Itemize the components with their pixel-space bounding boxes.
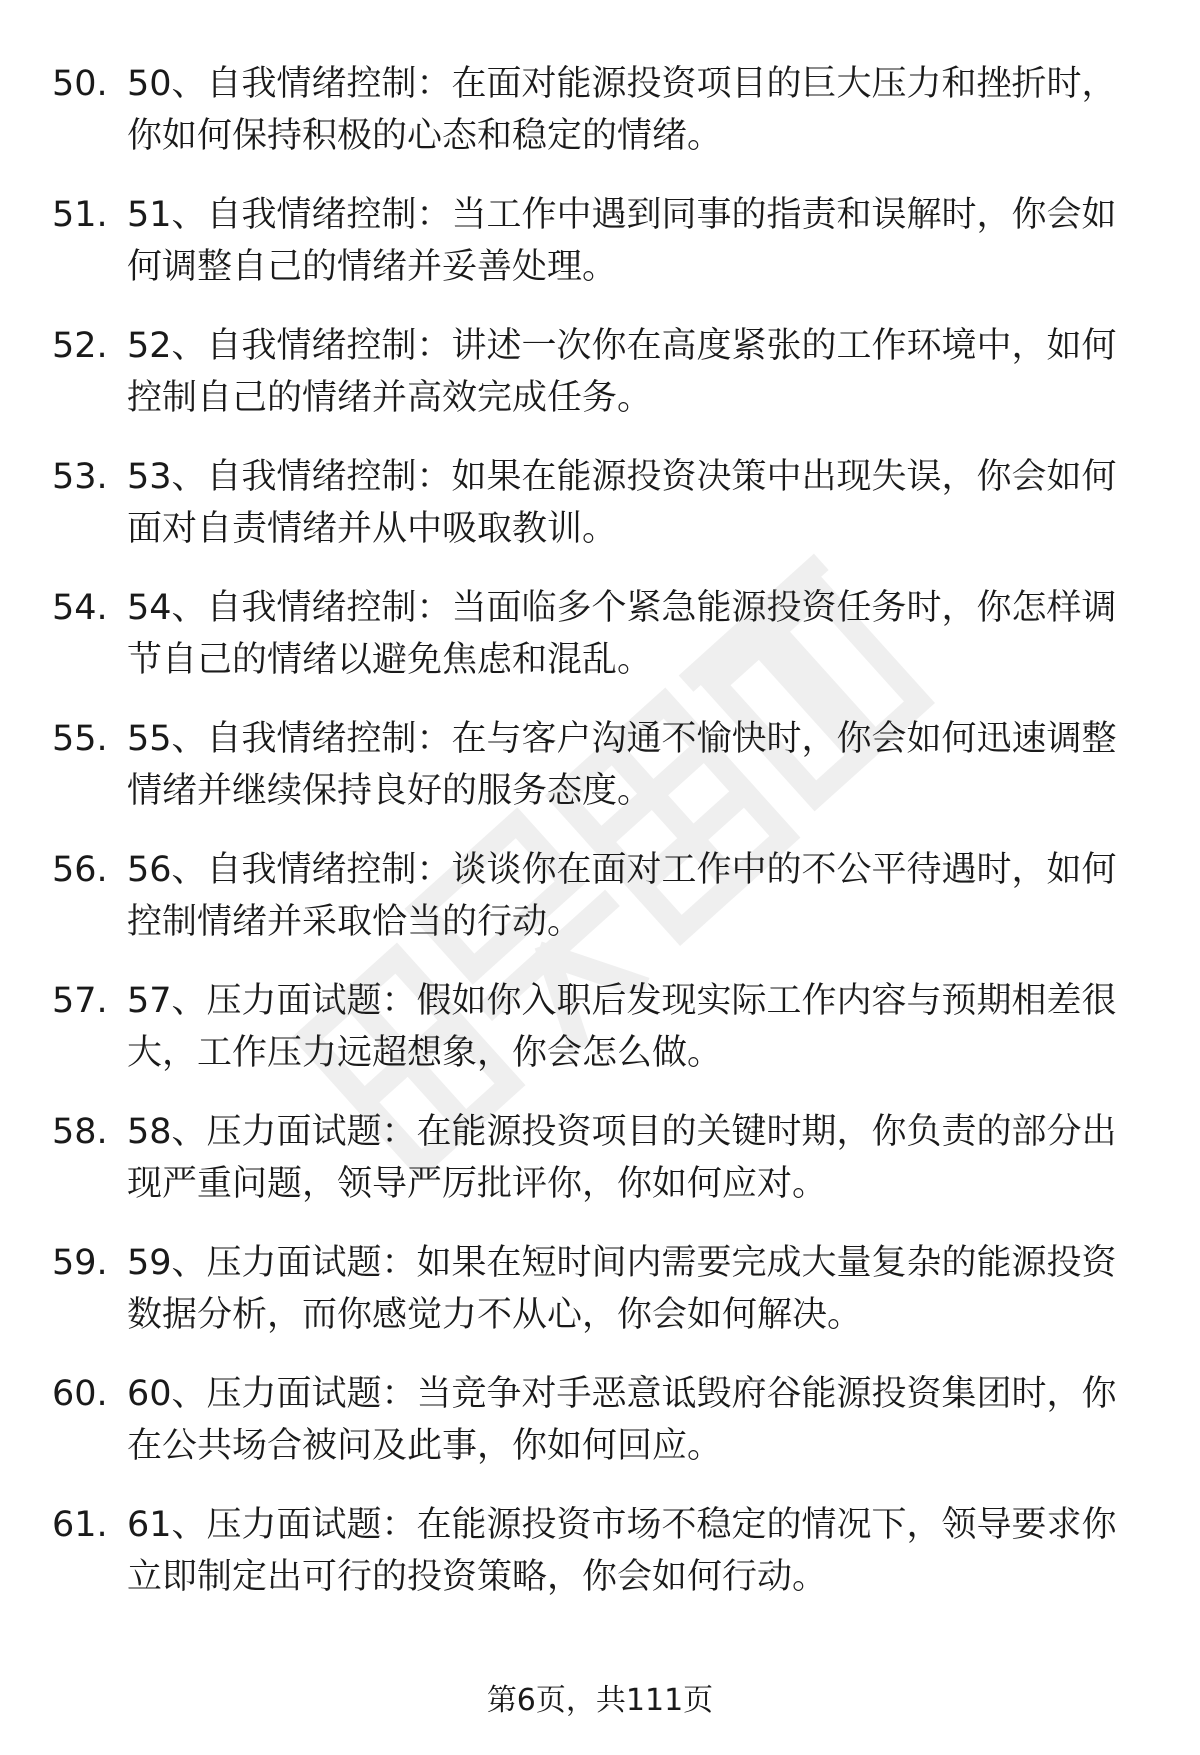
- question-text-line-1: 55、自我情绪控制：在与客户沟通不愉快时，你会如何迅速调整: [127, 719, 1117, 759]
- question-text-line-1: 57、压力面试题：假如你入职后发现实际工作内容与预期相差很: [127, 981, 1117, 1021]
- question-number: 59.: [52, 1243, 108, 1283]
- question-number: 60.: [52, 1374, 108, 1414]
- question-text-line-2: 你如何保持积极的心态和稳定的情绪。: [127, 116, 723, 156]
- question-text-line-2: 情绪并继续保持良好的服务态度。: [127, 771, 653, 811]
- question-text-line-1: 60、压力面试题：当竞争对手恶意诋毁府谷能源投资集团时，你: [127, 1374, 1117, 1414]
- question-number: 52.: [52, 326, 108, 366]
- question-number: 51.: [52, 195, 108, 235]
- question-number: 56.: [52, 850, 108, 890]
- question-item: [0, 1106, 1200, 1237]
- question-text-line-2: 控制自己的情绪并高效完成任务。: [127, 378, 653, 418]
- question-text-line-1: 59、压力面试题：如果在短时间内需要完成大量复杂的能源投资: [127, 1243, 1117, 1283]
- question-number: 57.: [52, 981, 108, 1021]
- question-number: 54.: [52, 588, 108, 628]
- question-item: [0, 975, 1200, 1106]
- question-number: 55.: [52, 719, 108, 759]
- question-number: 61.: [52, 1505, 108, 1545]
- question-text-line-1: 53、自我情绪控制：如果在能源投资决策中出现失误，你会如何: [127, 457, 1117, 497]
- question-number: 50.: [52, 64, 108, 104]
- question-number: 58.: [52, 1112, 108, 1152]
- question-text-line-2: 面对自责情绪并从中吸取教训。: [127, 509, 618, 549]
- question-list: [0, 58, 1200, 1630]
- question-item: [0, 1499, 1200, 1630]
- question-text-line-1: 50、自我情绪控制：在面对能源投资项目的巨大压力和挫折时，: [127, 64, 1117, 104]
- question-text-line-1: 51、自我情绪控制：当工作中遇到同事的指责和误解时，你会如: [127, 195, 1117, 235]
- question-item: [0, 582, 1200, 713]
- question-text-line-1: 54、自我情绪控制：当面临多个紧急能源投资任务时，你怎样调: [127, 588, 1117, 628]
- question-text-line-2: 立即制定出可行的投资策略，你会如何行动。: [127, 1557, 828, 1597]
- question-text-line-2: 数据分析，而你感觉力不从心，你会如何解决。: [127, 1295, 863, 1335]
- question-item: [0, 1368, 1200, 1499]
- question-text-line-1: 52、自我情绪控制：讲述一次你在高度紧张的工作环境中，如何: [127, 326, 1117, 366]
- question-item: [0, 713, 1200, 844]
- question-text-line-2: 现严重问题，领导严厉批评你，你如何应对。: [127, 1164, 828, 1204]
- question-text-line-2: 在公共场合被问及此事，你如何回应。: [127, 1426, 723, 1466]
- question-item: [0, 1237, 1200, 1368]
- question-item: [0, 320, 1200, 451]
- question-text-line-1: 56、自我情绪控制：谈谈你在面对工作中的不公平待遇时，如何: [127, 850, 1117, 890]
- page-footer: 第6页，共111页: [486, 1683, 714, 1718]
- question-text-line-1: 58、压力面试题：在能源投资项目的关键时期，你负责的部分出: [127, 1112, 1117, 1152]
- question-number: 53.: [52, 457, 108, 497]
- question-item: [0, 451, 1200, 582]
- question-text-line-2: 何调整自己的情绪并妥善处理。: [127, 247, 618, 287]
- question-item: [0, 58, 1200, 189]
- question-text-line-2: 控制情绪并采取恰当的行动。: [127, 902, 583, 942]
- question-text-line-1: 61、压力面试题：在能源投资市场不稳定的情况下，领导要求你: [127, 1505, 1117, 1545]
- question-item: [0, 844, 1200, 975]
- question-text-line-2: 大，工作压力远超想象，你会怎么做。: [127, 1033, 723, 1073]
- question-text-line-2: 节自己的情绪以避免焦虑和混乱。: [127, 640, 653, 680]
- question-item: [0, 189, 1200, 320]
